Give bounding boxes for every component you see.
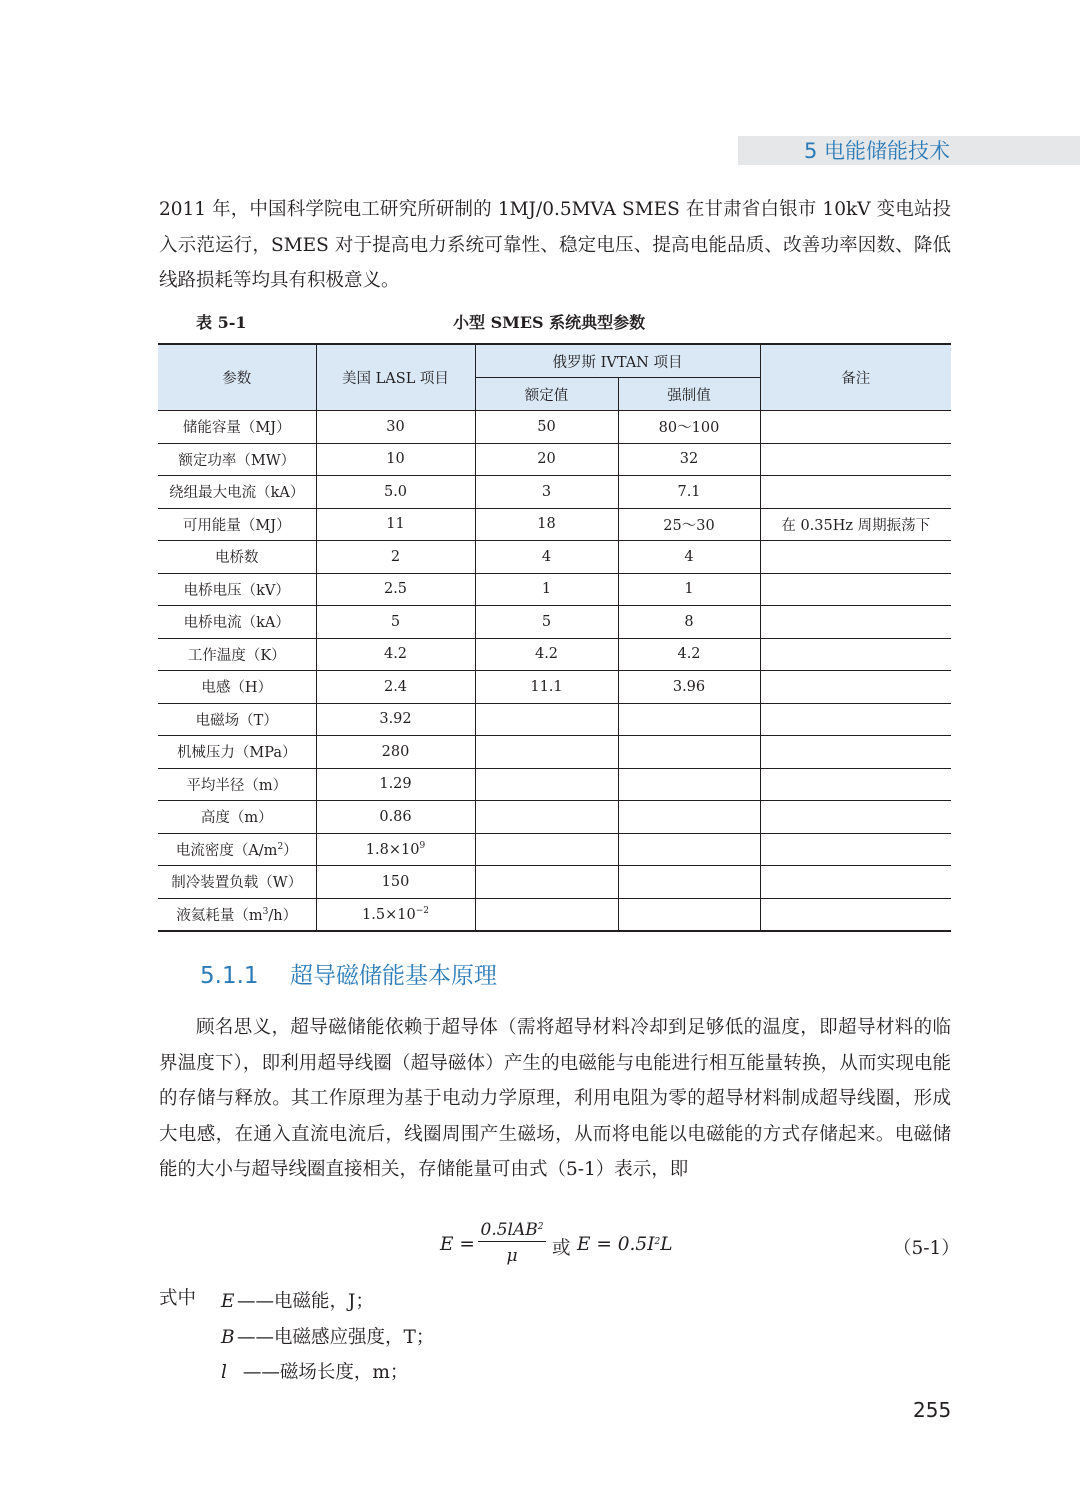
cell-note — [760, 898, 951, 931]
cell-rated — [475, 768, 618, 801]
cell-usa: 5 — [316, 606, 475, 639]
definition-item: B ——电磁感应强度，T； — [221, 1326, 435, 1348]
chapter-title: 5 电能储能技术 — [803, 139, 950, 163]
cell-usa: 10 — [316, 443, 475, 476]
cell-param: 可用能量（MJ） — [158, 508, 316, 541]
cell-forced: 4.2 — [618, 638, 760, 671]
cell-forced: 25～30 — [618, 508, 760, 541]
header-russia: 俄罗斯 IVTAN 项目 — [475, 344, 760, 378]
cell-note — [760, 801, 951, 834]
cell-rated: 3 — [475, 476, 618, 509]
cell-note — [760, 443, 951, 476]
cell-usa: 2.4 — [316, 671, 475, 704]
cell-usa: 280 — [316, 736, 475, 769]
formula-rhs: $E = 0.5I^2L$ — [577, 1234, 673, 1255]
cell-forced — [618, 833, 760, 866]
cell-rated: 50 — [475, 411, 618, 444]
cell-note — [760, 411, 951, 444]
header-note: 备注 — [760, 344, 951, 411]
header-usa: 美国 LASL 项目 — [316, 344, 475, 411]
header-param: 参数 — [158, 344, 316, 411]
cell-note — [760, 606, 951, 639]
cell-usa: 5.0 — [316, 476, 475, 509]
cell-param: 平均半径（m） — [158, 768, 316, 801]
cell-rated — [475, 898, 618, 931]
cell-param: 绕组最大电流（kA） — [158, 476, 316, 509]
cell-rated — [475, 833, 618, 866]
cell-param: 电桥电压（kV） — [158, 573, 316, 606]
cell-param: 工作温度（K） — [158, 638, 316, 671]
cell-param: 电桥数 — [158, 541, 316, 574]
cell-rated — [475, 703, 618, 736]
table-row — [158, 801, 951, 834]
cell-forced: 3.96 — [618, 671, 760, 704]
section-paragraph: 顾名思义，超导磁储能依赖于超导体（需将超导材料冷却到足够低的温度，即超导材料的临界温度下），即利用超导线圈（超导磁体）产生的电磁能与电能进行相互能量转换，从而实现电能的存储与释放。其工作原理为基于电动力学原理，利用电阻为零的超导材料制成超导线圈，形成大电感，在通入直流电流后，线圈周围产生磁场，从而将电能以电磁能的方式存储起来。电磁储能的大小与超导线圈直接相关，存储能量可由式（5-1）表示，即 — [159, 1017, 951, 1180]
table-row — [158, 411, 951, 444]
cell-rated: 20 — [475, 443, 618, 476]
definition-item: l ——磁场长度，m； — [221, 1362, 409, 1383]
cell-forced: 4 — [618, 541, 760, 574]
formula-numerator: 0.5lAB$^2$ — [480, 1220, 544, 1240]
cell-rated: 18 — [475, 508, 618, 541]
cell-forced: 1 — [618, 573, 760, 606]
cell-rated — [475, 801, 618, 834]
cell-usa: 2 — [316, 541, 475, 574]
cell-forced — [618, 768, 760, 801]
table-row — [158, 541, 951, 574]
table-number: 表 5-1 — [196, 313, 247, 332]
table-row — [158, 833, 951, 866]
cell-param: 制冷装置负载（W） — [158, 866, 316, 899]
table-row — [158, 736, 951, 769]
cell-forced — [618, 736, 760, 769]
cell-note: 在 0.35Hz 周期振荡下 — [760, 508, 951, 541]
section-title: 超导磁储能基本原理 — [290, 963, 497, 989]
table-row — [158, 671, 951, 704]
cell-usa: $1.8\times 10^9$ — [316, 833, 475, 866]
cell-forced: 8 — [618, 606, 760, 639]
equation-number: （5-1） — [893, 1238, 960, 1259]
cell-usa: $1.5\times 10^{-2}$ — [316, 898, 475, 931]
formula-lhs: E = — [440, 1234, 475, 1255]
cell-usa: 3.92 — [316, 703, 475, 736]
cell-forced — [618, 801, 760, 834]
formula-fraction — [478, 1215, 546, 1268]
definition-item: E ——电磁能，J； — [221, 1291, 374, 1312]
cell-param: 电感（H） — [158, 671, 316, 704]
cell-forced: 7.1 — [618, 476, 760, 509]
cell-forced — [618, 898, 760, 931]
cell-param: 储能容量（MJ） — [158, 411, 316, 444]
symbol-definitions — [221, 1284, 434, 1391]
cell-note — [760, 866, 951, 899]
cell-param: 电磁场（T） — [158, 703, 316, 736]
cell-note — [760, 476, 951, 509]
cell-forced — [618, 866, 760, 899]
table-row — [158, 606, 951, 639]
cell-usa: 1.29 — [316, 768, 475, 801]
cell-note — [760, 541, 951, 574]
table-row — [158, 443, 951, 476]
cell-param: 电流密度$(A/m^2)$ — [158, 833, 316, 866]
cell-param: 额定功率（MW） — [158, 443, 316, 476]
cell-forced — [618, 703, 760, 736]
fraction-bar — [478, 1241, 546, 1242]
section-number: 5.1.1 — [200, 963, 259, 989]
cell-note — [760, 736, 951, 769]
cell-usa: 0.86 — [316, 801, 475, 834]
cell-forced: 32 — [618, 443, 760, 476]
table-row — [158, 898, 951, 931]
smes-parameter-table — [158, 343, 951, 932]
table-row — [158, 866, 951, 899]
cell-rated: 5 — [475, 606, 618, 639]
intro-paragraph: 2011 年，中国科学院电工研究所研制的 1MJ/0.5MVA SMES 在甘肃省白银市 10kV 变电站投入示范运行，SMES 对于提高电力系统可靠性、稳定电压、提高电能品质、改善功率因数、降低线路损耗等均具有积极意义。 — [159, 199, 951, 291]
cell-param: 高度（m） — [158, 801, 316, 834]
cell-rated: 4.2 — [475, 638, 618, 671]
cell-forced: 80～100 — [618, 411, 760, 444]
where-label: 式中 — [159, 1288, 197, 1309]
header-forced: 强制值 — [618, 378, 760, 411]
cell-param: 液氦耗量$(m^3/h)$ — [158, 898, 316, 931]
table-row — [158, 476, 951, 509]
cell-note — [760, 768, 951, 801]
cell-note — [760, 703, 951, 736]
cell-usa: 30 — [316, 411, 475, 444]
cell-rated: 1 — [475, 573, 618, 606]
cell-note — [760, 833, 951, 866]
cell-param: 机械压力（MPa） — [158, 736, 316, 769]
cell-rated: 4 — [475, 541, 618, 574]
table-row — [158, 508, 951, 541]
table-row — [158, 703, 951, 736]
formula-or: 或 — [552, 1238, 571, 1259]
table-row — [158, 768, 951, 801]
cell-note — [760, 638, 951, 671]
table-row — [158, 638, 951, 671]
cell-note — [760, 573, 951, 606]
page-number: 255 — [913, 1398, 952, 1422]
table-title: 小型 SMES 系统典型参数 — [453, 313, 646, 332]
cell-usa: 4.2 — [316, 638, 475, 671]
cell-usa: 150 — [316, 866, 475, 899]
cell-param: 电桥电流（kA） — [158, 606, 316, 639]
cell-usa: 2.5 — [316, 573, 475, 606]
table-row — [158, 573, 951, 606]
cell-usa: 11 — [316, 508, 475, 541]
cell-rated: 11.1 — [475, 671, 618, 704]
cell-rated — [475, 866, 618, 899]
cell-note — [760, 671, 951, 704]
header-rated: 额定值 — [475, 378, 618, 411]
cell-rated — [475, 736, 618, 769]
formula-denominator: μ — [506, 1246, 518, 1266]
